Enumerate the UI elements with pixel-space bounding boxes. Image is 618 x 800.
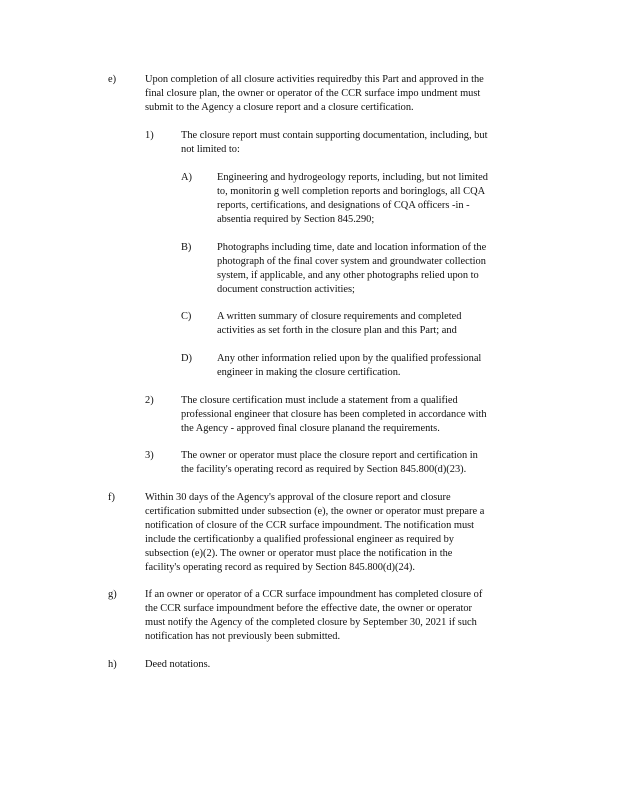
text-line: If an owner or operator of a CCR surface impoundment has completed closure of [145, 589, 483, 600]
text-line: Deed notations. [145, 659, 211, 670]
subparagraph-e1-label: 1) [145, 130, 154, 141]
text-line: not limited to: [181, 144, 240, 155]
text-line: to, monitorin g well completion reports and boringlogs, all CQA [217, 186, 486, 197]
clause-B-label: B) [181, 242, 192, 253]
text-line: The closure certification must include a statement from a qualified [181, 395, 458, 406]
text-line: A written summary of closure requirements and completed [217, 311, 462, 322]
text-line: Within 30 days of the Agency's approval of the closure report and closure [145, 492, 451, 503]
text-line: Upon completion of all closure activities requiredby this Part and approved in the [145, 74, 484, 85]
subparagraph-e3-text [181, 449, 537, 477]
text-line: must notify the Agency of the completed closure by September 30, 2021 if such [145, 617, 477, 628]
text-line: Engineering and hydrogeology reports, including, but not limited [217, 172, 488, 183]
text-line: certification submitted under subsection (e), the owner or operator must prepare a [145, 506, 485, 517]
text-line: final closure plan, the owner or operator of the CCR surface impo undment must [145, 88, 481, 99]
text-line: absentia required by Section 845.290; [217, 214, 375, 225]
text-line: the CCR surface impoundment before the effective date, the owner or operator [145, 603, 472, 614]
text-line: notification of closure of the CCR surface impoundment. The notification must [145, 520, 475, 531]
text-line: include the certificationby a qualified professional engineer as required by [145, 534, 454, 545]
text-line: facility's operating record as required by Section 845.800(d)(24). [145, 562, 415, 573]
paragraph-e-label: e) [108, 74, 117, 85]
text-line: system, if applicable, and any other photographs relied upon to [217, 270, 479, 281]
text-line: notification has not previously been submitted. [145, 631, 341, 642]
clause-A-text [217, 171, 529, 227]
text-line: Any other information relied upon by the qualified professional [217, 353, 482, 364]
text-line: the facility's operating record as required by Section 845.800(d)(23). [181, 464, 467, 475]
subparagraph-e2-label: 2) [145, 395, 154, 406]
clause-C-label: C) [181, 311, 192, 322]
text-line: engineer in making the closure certification. [217, 367, 401, 378]
text-line: Photographs including time, date and location information of the [217, 242, 487, 253]
text-line: subsection (e)(2). The owner or operator must place the notification in the [145, 548, 453, 559]
text-line: the Agency - approved final closure planand the requirements. [181, 423, 440, 434]
subparagraph-e3-label: 3) [145, 450, 154, 461]
paragraph-e-text [145, 73, 537, 115]
paragraph-h-label: h) [108, 659, 117, 670]
subparagraph-e1-text [181, 129, 537, 157]
text-line: professional engineer that closure has been completed in accordance with [181, 409, 487, 420]
text-line: photograph of the final cover system and groundwater collection [217, 256, 486, 267]
text-line: submit to the Agency a closure report and a closure certification. [145, 102, 414, 113]
text-line: The owner or operator must place the closure report and certification in [181, 450, 478, 461]
paragraph-h-text [145, 658, 537, 672]
clause-C-text [217, 310, 529, 338]
paragraph-f-text [145, 491, 537, 575]
text-line: The closure report must contain supporting documentation, including, but [181, 130, 488, 141]
paragraph-f-label: f) [108, 492, 115, 503]
clause-D-label: D) [181, 353, 192, 364]
text-line: activities as set forth in the closure plan and this Part; and [217, 325, 457, 336]
paragraph-g-text [145, 588, 537, 644]
clause-A-label: A) [181, 172, 192, 183]
subparagraph-e2-text [181, 394, 537, 436]
paragraph-g-label: g) [108, 589, 117, 600]
text-line: reports, certifications, and designations of CQA officers -in - [217, 200, 470, 211]
clause-D-text [217, 352, 529, 380]
text-line: document construction activities; [217, 284, 355, 295]
clause-B-text [217, 241, 529, 297]
